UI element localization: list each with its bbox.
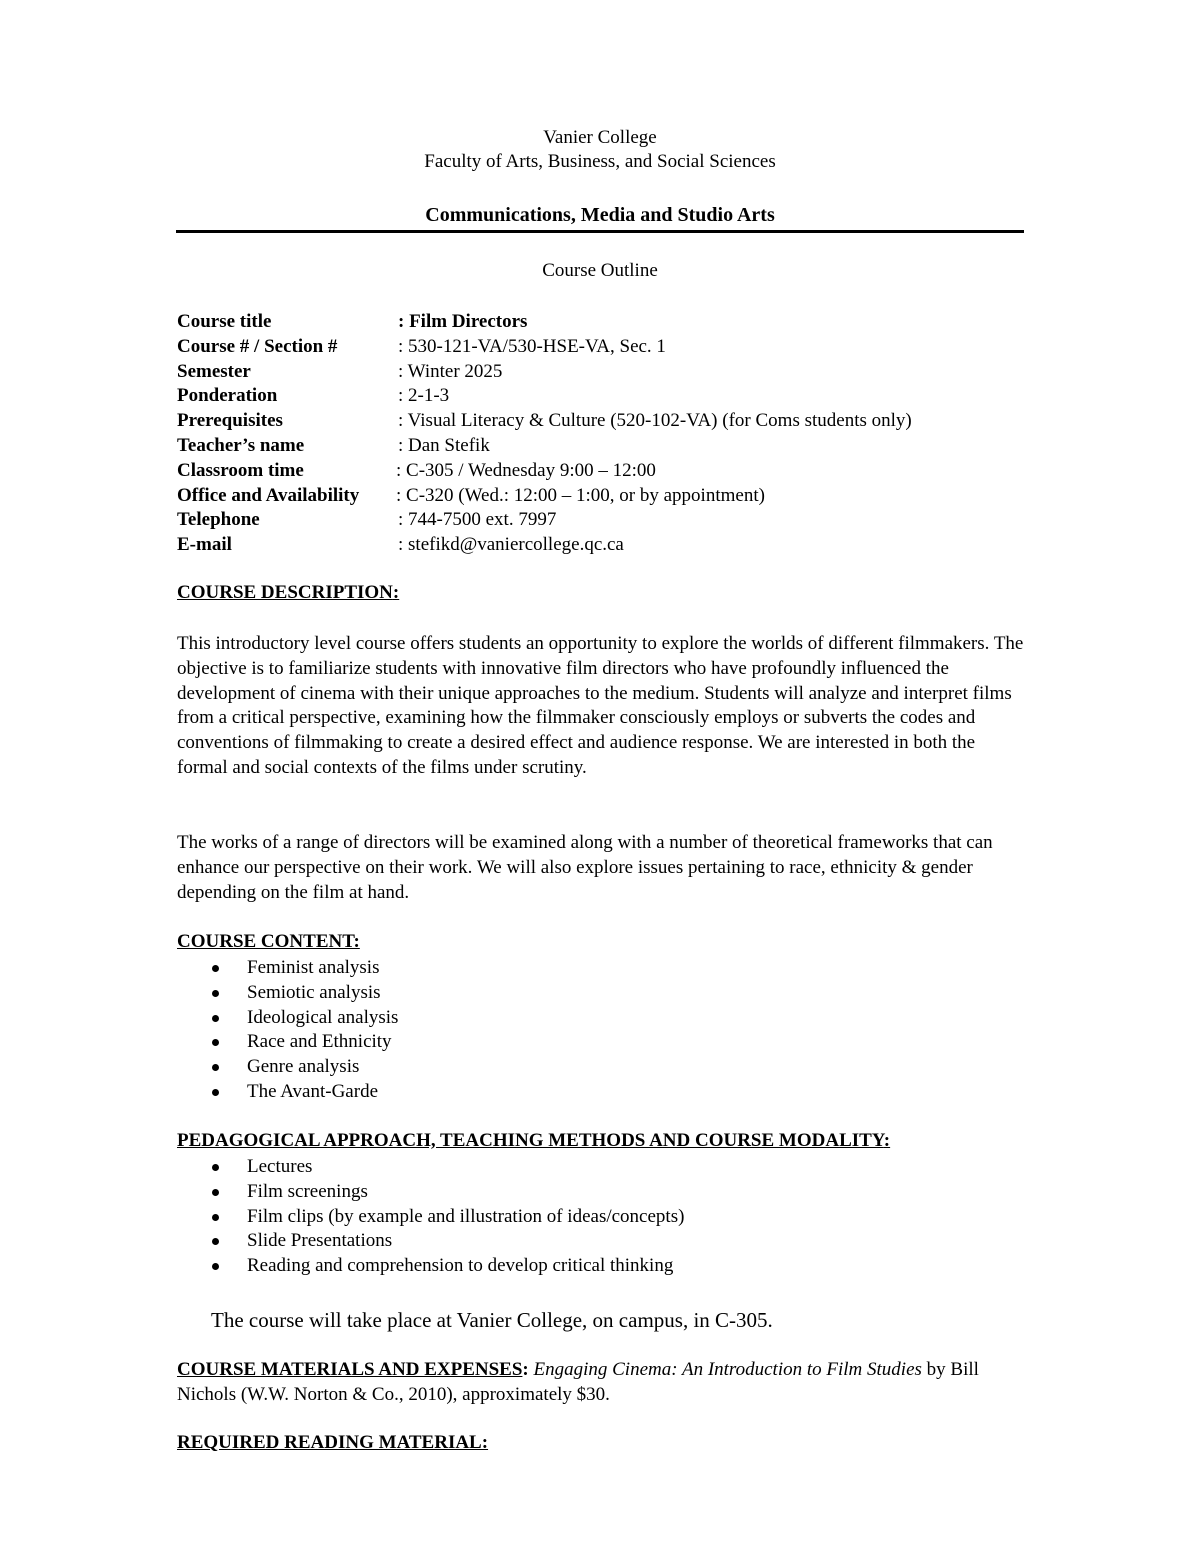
info-label: Course title <box>177 311 272 332</box>
list-item <box>177 1229 684 1254</box>
description-paragraph-2: The works of a range of directors will be examined along with a number of theoretical frameworks that can enhance our perspective on their work. We will also explore issues pertaining to race, ethnicity & gender depending on the film at hand. <box>177 832 993 903</box>
info-row <box>177 360 1037 385</box>
info-label: Ponderation <box>177 385 278 407</box>
info-label: E-mail <box>177 534 232 556</box>
info-row <box>177 310 1037 335</box>
bullet-icon <box>212 1064 219 1071</box>
info-row <box>177 533 1037 558</box>
materials-colon: : <box>522 1359 529 1380</box>
materials-details: by Bill Nichols (W.W. Norton & Co., 2010), approximately $30. <box>177 1359 979 1405</box>
course-content-heading: COURSE CONTENT: <box>177 931 360 952</box>
course-info-table <box>177 310 1037 558</box>
list-item-text: Feminist analysis <box>247 957 380 978</box>
info-label: Office and Availability <box>177 484 360 506</box>
list-item <box>177 1155 684 1180</box>
info-value: : C-320 (Wed.: 12:00 – 1:00, or by appointment) <box>396 484 765 506</box>
course-description-heading <box>177 582 399 604</box>
info-label: Classroom time <box>177 459 304 481</box>
info-row <box>177 484 1037 509</box>
info-label: Course # / Section # <box>177 335 338 357</box>
college-name: Vanier College <box>543 127 657 148</box>
list-item-text: Semiotic analysis <box>247 981 381 1003</box>
info-row <box>177 409 1037 434</box>
description-paragraph-1: This introductory level course offers students an opportunity to explore the worlds of different filmmakers. The objective is to familiarize students with innovative film directors who have profoundly influenced the development of cinema with their unique approaches to the medium. Students will analyze and interpret films from a critical perspective, examining how the filmmaker consciously employs or subverts the codes and conventions of filmmaking to create a desired effect and audience response. We are interested in both the formal and social contexts of the films under scrutiny. <box>177 633 1024 778</box>
list-item-text: Genre analysis <box>247 1056 360 1078</box>
department-title: Communications, Media and Studio Arts <box>425 204 775 226</box>
course-materials <box>177 1357 1027 1407</box>
bullet-icon <box>212 965 219 972</box>
course-content-list <box>177 956 398 1105</box>
info-label: Semester <box>177 360 251 382</box>
list-item-text: Lectures <box>247 1156 313 1177</box>
list-item-text: Ideological analysis <box>247 1006 399 1028</box>
list-item-text: Slide Presentations <box>247 1230 393 1252</box>
info-value: : Film Directors <box>398 311 528 332</box>
info-label: Prerequisites <box>177 410 283 432</box>
materials-heading: COURSE MATERIALS AND EXPENSES <box>177 1359 523 1380</box>
header-rule <box>176 230 1024 233</box>
list-item <box>177 981 398 1006</box>
campus-note: The course will take place at Vanier College, on campus, in C-305. <box>211 1308 773 1332</box>
bullet-icon <box>212 1189 219 1196</box>
info-value: : stefikd@vaniercollege.qc.ca <box>398 534 624 556</box>
bullet-icon <box>212 1089 219 1096</box>
info-row <box>177 384 1037 409</box>
bullet-icon <box>212 1015 219 1022</box>
info-value: : Dan Stefik <box>398 434 490 456</box>
list-item <box>177 1030 398 1055</box>
info-value: : C-305 / Wednesday 9:00 – 12:00 <box>396 459 656 481</box>
list-item-text: The Avant-Garde <box>247 1080 379 1102</box>
bullet-icon <box>212 1238 219 1245</box>
info-value: : 530-121-VA/530-HSE-VA, Sec. 1 <box>398 335 666 357</box>
info-value: : Winter 2025 <box>398 360 503 382</box>
book-title: Engaging Cinema: An Introduction to Film Studies <box>533 1359 922 1380</box>
info-value: : 744-7500 ext. 7997 <box>398 509 557 531</box>
list-item-text: Film screenings <box>247 1180 368 1202</box>
info-label: Teacher’s name <box>177 434 305 456</box>
list-item <box>177 1055 398 1080</box>
pedagogy-list <box>177 1155 684 1279</box>
heading-text: COURSE DESCRIPTION <box>177 582 393 603</box>
list-item <box>177 1006 398 1031</box>
list-item <box>177 1180 684 1205</box>
list-item <box>177 1205 684 1230</box>
bullet-icon <box>212 1263 219 1270</box>
info-label: Telephone <box>177 509 260 531</box>
document-title: Course Outline <box>542 260 658 281</box>
list-item <box>177 1254 684 1279</box>
bullet-icon <box>212 1164 219 1171</box>
heading-text: PEDAGOGICAL APPROACH, TEACHING METHODS AND COURSE MODALITY <box>177 1130 884 1151</box>
bullet-icon <box>212 990 219 997</box>
info-value: : Visual Literacy & Culture (520-102-VA) (for Coms students only) <box>398 410 912 432</box>
required-reading-heading: REQUIRED READING MATERIAL: <box>177 1432 489 1453</box>
bullet-icon <box>212 1039 219 1046</box>
info-row <box>177 335 1037 360</box>
list-item-text: Race and Ethnicity <box>247 1031 392 1053</box>
list-item <box>177 1080 398 1105</box>
info-value: : 2-1-3 <box>398 385 450 407</box>
pedagogy-heading <box>177 1130 890 1152</box>
info-row <box>177 434 1037 459</box>
list-item-text: Film clips (by example and illustration of ideas/concepts) <box>247 1205 685 1227</box>
bullet-icon <box>212 1214 219 1221</box>
heading-colon: : <box>883 1130 891 1151</box>
info-row <box>177 459 1037 484</box>
heading-colon: : <box>392 582 400 603</box>
list-item-text: Reading and comprehension to develop critical thinking <box>247 1255 674 1277</box>
faculty-name: Faculty of Arts, Business, and Social Sciences <box>424 151 776 172</box>
list-item <box>177 956 398 981</box>
info-row <box>177 508 1037 533</box>
